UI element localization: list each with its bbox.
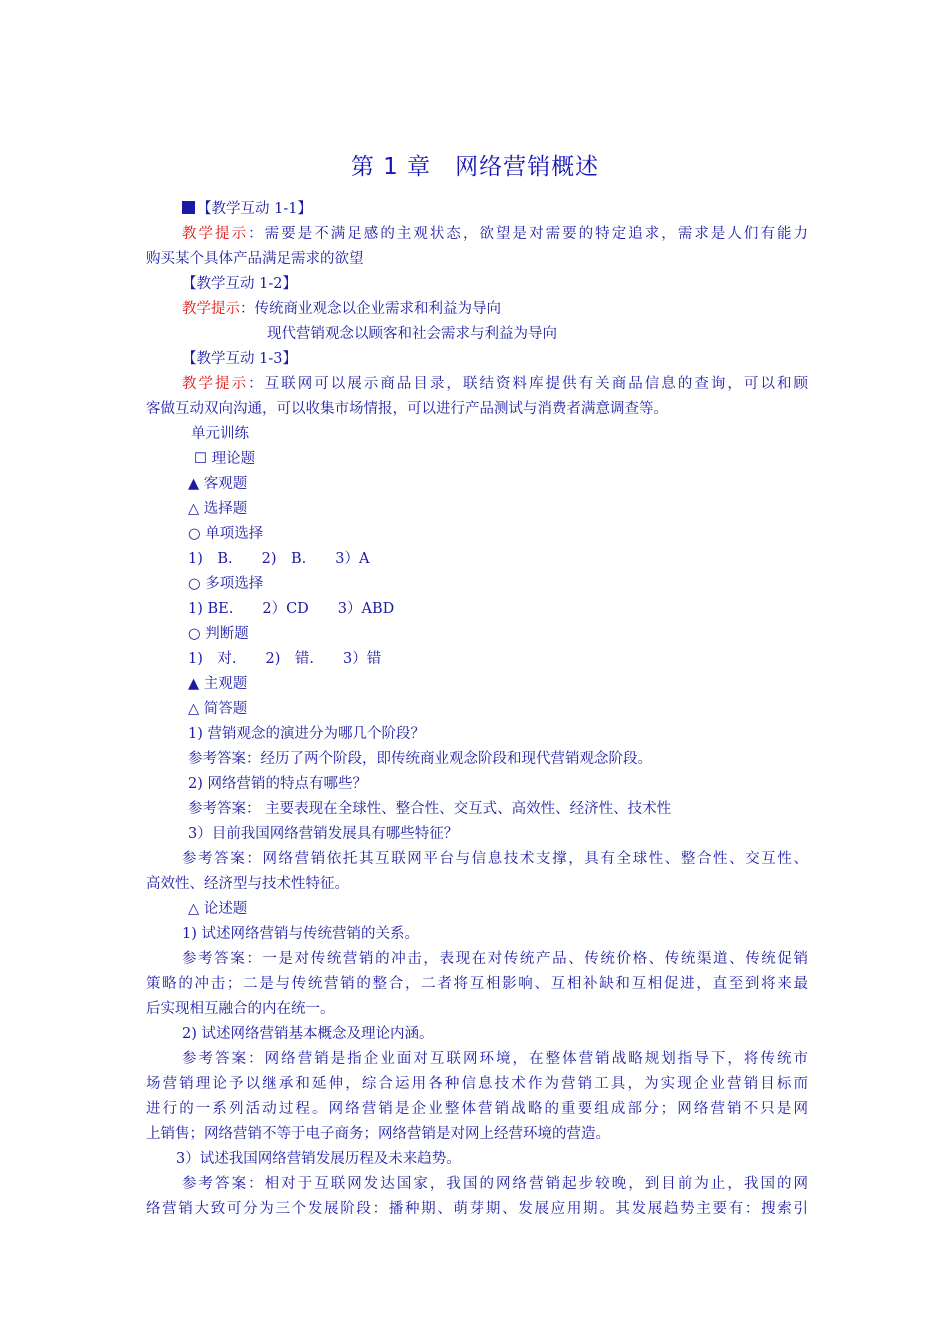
essay-answer-1-line-2: 策略的冲击；二是与传统营销的整合，二者将互相影响、互相补缺和互相促进，直至到将来最	[146, 976, 808, 992]
essay-answer-3-line-2: 络营销大致可分为三个发展阶段：播种期、萌芽期、发展应用期。其发展趋势主要有：搜索引	[146, 1201, 808, 1217]
interaction-2-hint-line-1: 教学提示：传统商业观念以企业需求和利益为导向	[182, 301, 501, 317]
judge-answers: 1) 对. 2) 错. 3）错	[188, 651, 382, 667]
interaction-3-heading: 【教学互动 1-3】	[182, 351, 297, 367]
single-choice-answers: 1) B. 2) B. 3）A	[188, 551, 370, 567]
essay-answer-1-line-3: 后实现相互融合的内在统一。	[146, 1001, 335, 1017]
essay-heading: △ 论述题	[188, 901, 248, 917]
judge-heading: ○ 判断题	[188, 626, 249, 642]
interaction-1-hint-line-1: 教学提示：需要是不满足感的主观状态，欲望是对需要的特定追求，需求是人们有能力	[182, 226, 809, 242]
answer-3-line-1: 参考答案：网络营销依托其互联网平台与信息技术支撑，具有全球性、整合性、交互性、	[182, 851, 808, 867]
essay-answer-2-line-1: 参考答案：网络营销是指企业面对互联网环境，在整体营销战略规划指导下，将传统市	[182, 1051, 808, 1067]
interaction-2-heading: 【教学互动 1-2】	[182, 276, 297, 292]
answer-3-line-2: 高效性、经济型与技术性特征。	[146, 876, 349, 892]
hint-label: 教学提示	[182, 226, 249, 242]
question-1: 1) 营销观念的演进分为哪几个阶段？	[188, 726, 425, 742]
interaction-1-hint-line-2: 购买某个具体产品满足需求的欲望	[146, 251, 364, 267]
choice-heading: △ 选择题	[188, 501, 248, 517]
essay-answer-2-line-4: 上销售；网络营销不等于电子商务；网络营销是对网上经营环境的营造。	[146, 1126, 610, 1142]
question-2: 2) 网络营销的特点有哪些？	[188, 776, 367, 792]
chapter-title: 第 1 章 网络营销概述	[350, 154, 600, 180]
interaction-2-hint-line-2: 现代营销观念以顾客和社会需求与利益为导向	[267, 326, 557, 342]
single-choice-heading: ○ 单项选择	[188, 526, 264, 542]
square-bullet-icon	[182, 201, 195, 214]
hint-label: 教学提示	[182, 376, 249, 392]
interaction-3-hint-line-1: 教学提示：互联网可以展示商品目录，联结资料库提供有关商品信息的查询，可以和顾	[182, 376, 809, 392]
essay-answer-1-line-1: 参考答案：一是对传统营销的冲击，表现在对传统产品、传统价格、传统渠道、传统促销	[182, 951, 808, 967]
essay-answer-2-line-2: 场营销理论予以继承和延伸，综合运用各种信息技术作为营销工具，为实现企业营销目标而	[146, 1076, 808, 1092]
essay-answer-2-line-3: 进行的一系列活动过程。网络营销是企业整体营销战略的重要组成部分；网络营销不只是网	[146, 1101, 808, 1117]
multi-choice-answers: 1) BE. 2）CD 3）ABD	[188, 601, 395, 617]
essay-question-1: 1) 试述网络营销与传统营销的关系。	[182, 926, 419, 942]
essay-answer-3-line-1: 参考答案：相对于互联网发达国家，我国的网络营销起步较晚，到目前为止，我国的网	[182, 1176, 808, 1192]
interaction-3-hint-line-2: 客做互动双向沟通，可以收集市场情报，可以进行产品测试与消费者满意调查等。	[146, 401, 668, 417]
multi-choice-heading: ○ 多项选择	[188, 576, 264, 592]
theory-heading: ☐ 理论题	[194, 451, 256, 467]
hint-label: 教学提示	[182, 301, 240, 317]
essay-question-2: 2) 试述网络营销基本概念及理论内涵。	[182, 1026, 434, 1042]
short-answer-heading: △ 简答题	[188, 701, 248, 717]
unit-title: 单元训练	[191, 426, 249, 442]
question-3: 3）目前我国网络营销发展具有哪些特征？	[188, 826, 459, 842]
answer-1: 参考答案：经历了两个阶段，即传统商业观念阶段和现代营销观念阶段。	[188, 751, 652, 767]
essay-question-3: 3）试述我国网络营销发展历程及未来趋势。	[176, 1151, 461, 1167]
answer-2: 参考答案： 主要表现在全球性、整合性、交互式、高效性、经济性、技术性	[188, 801, 672, 817]
subjective-heading: ▲ 主观题	[188, 676, 248, 692]
objective-heading: ▲ 客观题	[188, 476, 248, 492]
interaction-1-heading: 【教学互动 1-1】	[182, 197, 808, 222]
